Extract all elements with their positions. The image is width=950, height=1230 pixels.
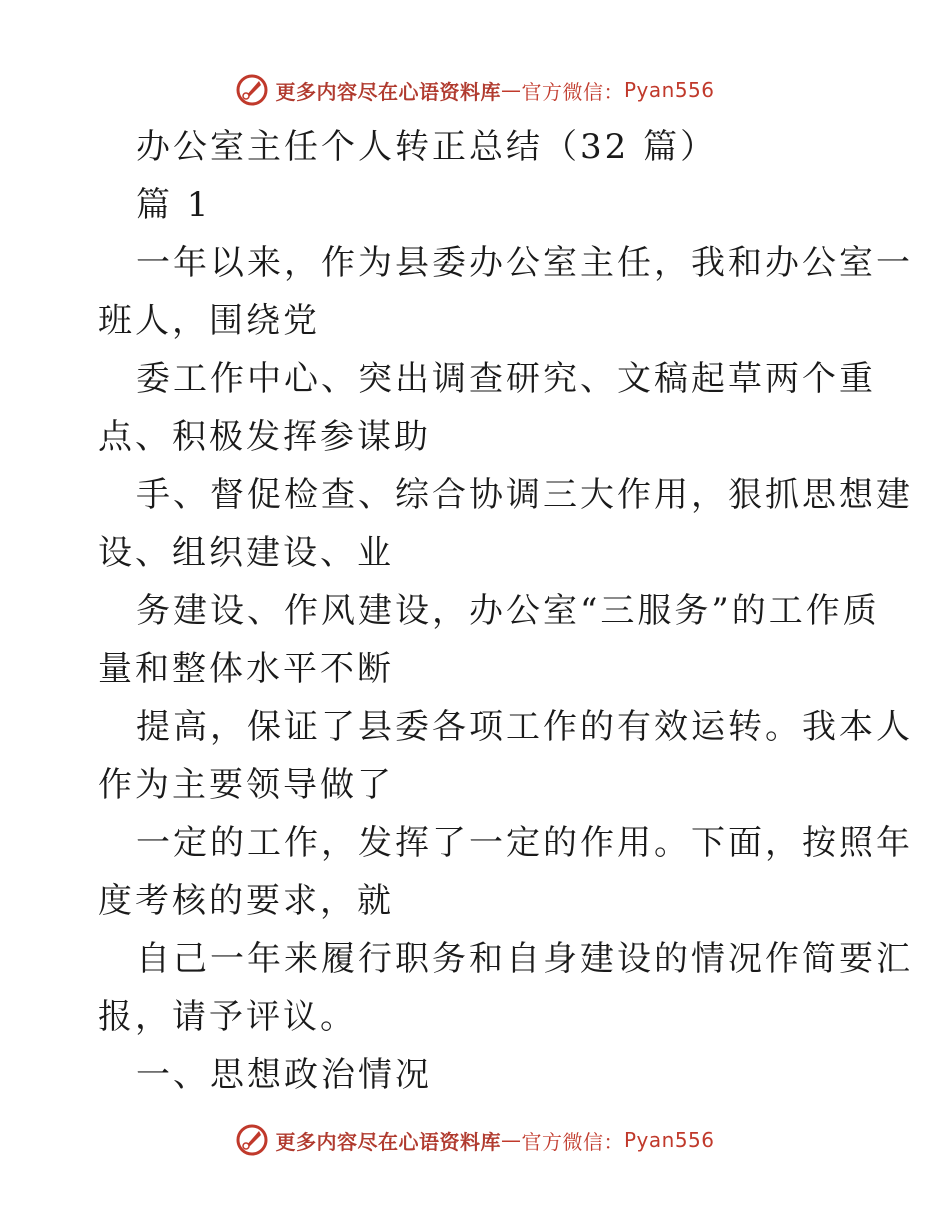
paragraph-line: 务建设、作风建设，办公室“三服务”的工作质 [136, 591, 880, 631]
paragraph-line: 自己一年来履行职务和自身建设的情况作简要汇 [136, 939, 913, 979]
paragraph-line: 提高，保证了县委各项工作的有效运转。我本人 [136, 707, 913, 747]
paragraph-line: 作为主要领导做了 [98, 765, 394, 805]
watermark-wechat-id: Pyan556 [623, 78, 715, 102]
quill-logo-icon [235, 1123, 269, 1157]
watermark-dash: — [500, 1128, 522, 1152]
section-label: 篇 1 [136, 185, 212, 225]
paragraph-line: 班人，围绕党 [98, 301, 320, 341]
document-body [98, 118, 913, 1104]
paragraph-line: 点、积极发挥参谋助 [98, 417, 431, 457]
paragraph-line: 量和整体水平不断 [98, 649, 394, 689]
paragraph-line: 一定的工作，发挥了一定的作用。下面，按照年 [136, 823, 913, 863]
watermark-official-label: 官方微信： [521, 1129, 624, 1154]
paragraph-line: 手、督促检查、综合协调三大作用，狠抓思想建 [136, 475, 913, 515]
watermark-brand: 更多内容尽在心语资料库 [275, 1129, 501, 1154]
watermark-brand: 更多内容尽在心语资料库 [275, 79, 501, 104]
paragraph-line: 委工作中心、突出调查研究、文稿起草两个重 [136, 359, 876, 399]
paragraph-line: 报，请予评议。 [98, 997, 357, 1037]
section-heading: 一、思想政治情况 [136, 1055, 432, 1095]
watermark-banner-bottom [0, 1118, 950, 1162]
paragraph-line: 设、组织建设、业 [98, 533, 394, 573]
watermark-wechat-id: Pyan556 [623, 1128, 715, 1152]
paragraph-line: 一年以来，作为县委办公室主任，我和办公室一 [136, 243, 913, 283]
watermark-banner-top [0, 68, 950, 112]
watermark-dash: — [500, 78, 522, 102]
document-title: 办公室主任个人转正总结（32 篇） [136, 127, 718, 167]
watermark-official-label: 官方微信： [521, 79, 624, 104]
paragraph-line: 度考核的要求，就 [98, 881, 394, 921]
quill-logo-icon [235, 73, 269, 107]
